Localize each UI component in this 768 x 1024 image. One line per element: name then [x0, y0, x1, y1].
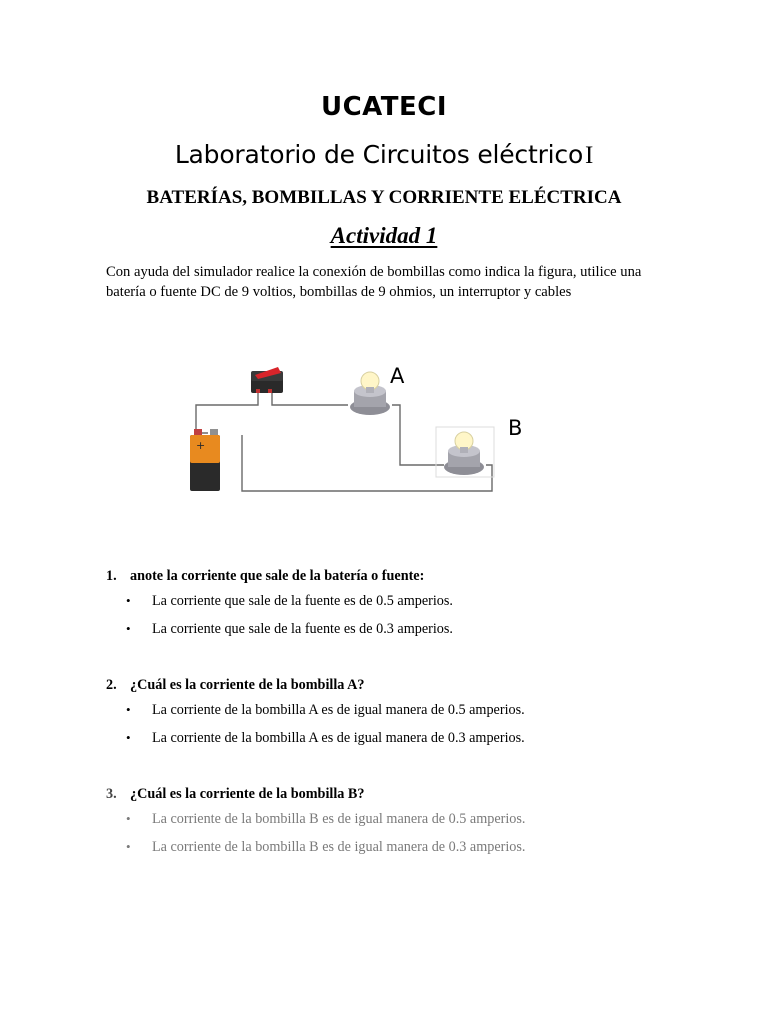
subtitle: BATERÍAS, BOMBILLAS Y CORRIENTE ELÉCTRICA: [146, 187, 622, 208]
question-2-answers: [106, 702, 525, 758]
question-1-number: 1.: [106, 568, 117, 584]
circuit-wires: [196, 391, 492, 491]
wire-switch-to-bulb-a: [272, 391, 348, 405]
bulb-a-label: A: [390, 364, 405, 388]
bullet-icon: •: [126, 621, 131, 636]
course-title-text: Laboratorio de Circuitos eléctrico: [174, 140, 584, 169]
list-item: [106, 839, 525, 867]
list-item: [106, 593, 453, 621]
bullet-icon: •: [126, 839, 131, 854]
intro-paragraph: Con ayuda del simulador realice la conexión de bombillas como indica la figura, utilice una batería o fuente DC de 9 voltios, bombillas de 9 ohmios, un interruptor y cables: [106, 264, 642, 300]
answer-text: La corriente de la bombilla A es de igual manera de 0.3 amperios.: [152, 730, 525, 746]
circuit-diagram: [160, 345, 540, 505]
question-1-text: anote la corriente que sale de la batería o fuente:: [130, 568, 425, 584]
answer-text: La corriente que sale de la fuente es de 0.3 amperios.: [152, 621, 453, 637]
course-title: [0, 140, 768, 170]
activity-heading: Actividad 1: [330, 223, 438, 248]
bulb-b-icon: [436, 427, 494, 477]
answer-text: La corriente de la bombilla A es de igual manera de 0.5 amperios.: [152, 702, 525, 718]
answer-text: La corriente de la bombilla B es de igual manera de 0.3 amperios.: [152, 839, 526, 855]
bulb-b-label: B: [508, 416, 523, 440]
bullet-icon: •: [126, 730, 131, 745]
question-3: [106, 786, 525, 867]
battery-icon: [190, 429, 220, 491]
course-title-suffix: I: [585, 142, 594, 169]
list-item: [106, 730, 525, 758]
list-item: [106, 702, 525, 730]
wire-battery-to-switch: [196, 391, 258, 433]
bullet-icon: •: [126, 811, 131, 826]
bulb-a-icon: [350, 372, 390, 415]
answer-text: La corriente de la bombilla B es de igual manera de 0.5 amperios.: [152, 811, 526, 827]
bullet-icon: •: [126, 702, 131, 717]
question-2-number: 2.: [106, 677, 117, 693]
switch-icon: [251, 367, 283, 393]
question-3-number: 3.: [106, 786, 117, 802]
question-3-text: ¿Cuál es la corriente de la bombilla B?: [130, 786, 365, 802]
question-1-title: [106, 568, 453, 585]
list-item: [106, 621, 453, 649]
org-title: UCATECI: [320, 92, 448, 122]
question-1-answers: [106, 593, 453, 649]
list-item: [106, 811, 525, 839]
answer-text: La corriente que sale de la fuente es de 0.5 amperios.: [152, 593, 453, 609]
question-1: [106, 568, 453, 649]
question-2-title: [106, 677, 525, 694]
question-2-text: ¿Cuál es la corriente de la bombilla A?: [130, 677, 365, 693]
question-3-answers: [106, 811, 525, 867]
question-3-title: [106, 786, 525, 803]
battery-plus-sign: +: [196, 439, 206, 452]
question-2: [106, 677, 525, 758]
bullet-icon: •: [126, 593, 131, 608]
